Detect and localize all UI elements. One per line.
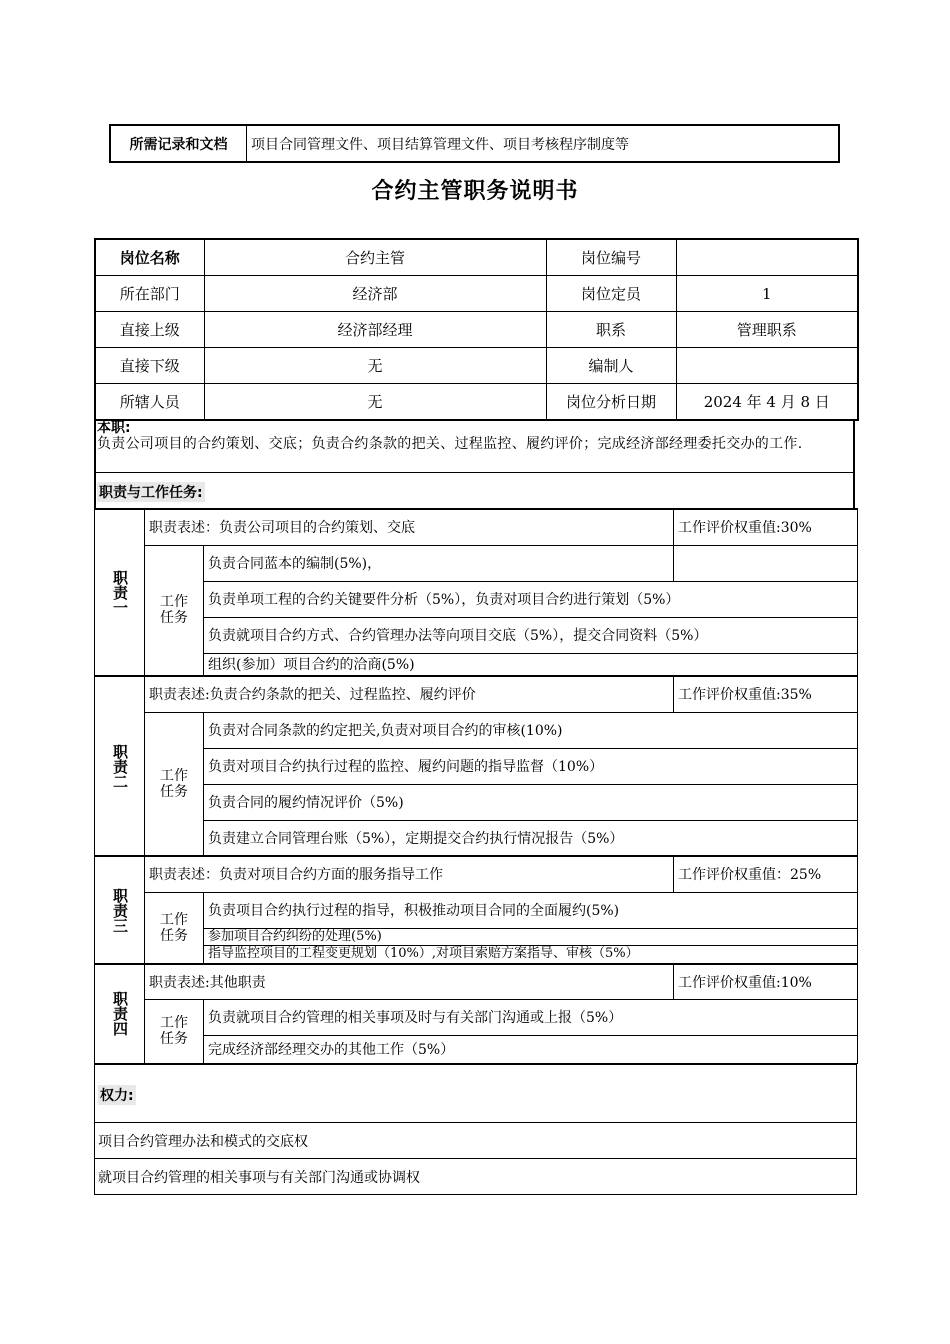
info-value [676, 348, 858, 384]
work-task-label: 工作任务 [145, 712, 204, 856]
duty-1-name: 职责一 [95, 509, 145, 676]
info-label: 岗位名称 [95, 239, 204, 276]
duty-1-task: 负责单项工程的合约关键要件分析（5%），负责对项目合约进行策划（5%） [204, 581, 858, 617]
power-item: 项目合约管理办法和模式的交底权 [95, 1123, 857, 1159]
info-value: 无 [204, 348, 546, 384]
info-label: 直接上级 [95, 312, 204, 348]
duty-1-desc: 职责表述：负责公司项目的合约策划、交底 [145, 509, 674, 545]
duty-3-task: 负责项目合约执行过程的指导，积极推动项目合同的全面履约(5%) [204, 892, 858, 928]
duty-2-weight: 工作评价权重值:35% [674, 676, 858, 712]
info-value [676, 239, 858, 276]
info-value: 合约主管 [204, 239, 546, 276]
work-task-label: 工作任务 [145, 545, 204, 676]
duty-1-task: 负责合同蓝本的编制(5%)， [204, 545, 674, 581]
records-label: 所需记录和文档 [110, 125, 247, 162]
info-label: 所在部门 [95, 276, 204, 312]
work-task-label: 工作任务 [145, 892, 204, 964]
duty-2-task: 负责建立合同管理台账（5%），定期提交合约执行情况报告（5%） [204, 820, 858, 856]
duty-3-name: 职责三 [95, 856, 145, 964]
duty-4-weight: 工作评价权重值:10% [674, 964, 858, 999]
duty-summary-label: 本职: [97, 420, 131, 436]
duty-summary [94, 419, 855, 473]
duty-4-desc: 职责表述:其他职责 [145, 964, 674, 999]
info-value: 经济部 [204, 276, 546, 312]
info-label: 岗位定员 [546, 276, 676, 312]
info-value: 2024 年 4 月 8 日 [676, 384, 858, 421]
powers-label: 权力: [98, 1085, 136, 1105]
info-label: 岗位分析日期 [546, 384, 676, 421]
info-value: 经济部经理 [204, 312, 546, 348]
info-value: 1 [676, 276, 858, 312]
info-value: 无 [204, 384, 546, 421]
page-title: 合约主管职务说明书 [371, 179, 579, 204]
duties-header [94, 472, 855, 509]
work-task-label: 工作任务 [145, 999, 204, 1063]
duty-4-task: 负责就项目合约管理的相关事项及时与有关部门沟通或上报（5%） [204, 999, 858, 1035]
duty-2-task: 负责合同的履约情况评价（5%) [204, 784, 858, 820]
duty-3-task: 参加项目合约纠纷的处理(5%) [204, 928, 858, 945]
info-value: 管理职系 [676, 312, 858, 348]
duty-1-task: 负责就项目合约方式、合约管理办法等向项目交底（5%），提交合同资料（5%） [204, 617, 858, 653]
duty-1-task: 组织(参加）项目合约的洽商(5%) [204, 653, 858, 676]
duty-2-desc: 职责表述:负责合约条款的把关、过程监控、履约评价 [145, 676, 674, 712]
duty-4-name: 职责四 [95, 964, 145, 1063]
job-info-table [94, 238, 859, 421]
duty-4-task: 完成经济部经理交办的其他工作（5%） [204, 1035, 858, 1063]
duties-label: 职责与工作任务: [97, 482, 205, 502]
duty-summary-text: 负责公司项目的合约策划、交底；负责合约条款的把关、过程监控、履约评价；完成经济部经理委托交办的工作. [97, 436, 803, 452]
duty-3-weight: 工作评价权重值：25% [674, 856, 858, 892]
info-label: 岗位编号 [546, 239, 676, 276]
power-item: 就项目合约管理的相关事项与有关部门沟通或协调权 [95, 1159, 857, 1195]
duty-3-desc: 职责表述：负责对项目合约方面的服务指导工作 [145, 856, 674, 892]
empty-cell [674, 545, 858, 581]
records-value: 项目合同管理文件、项目结算管理文件、项目考核程序制度等 [247, 125, 840, 162]
duty-1-weight: 工作评价权重值:30% [674, 509, 858, 545]
duty-2-task: 负责对合同条款的约定把关,负责对项目合约的审核(10%) [204, 712, 858, 748]
duty-2-name: 职责二 [95, 676, 145, 856]
powers-table [94, 1064, 857, 1195]
powers-header-cell [95, 1065, 857, 1123]
duty-3-task: 指导监控项目的工程变更规划（10%）,对项目索赔方案指导、审核（5%） [204, 945, 858, 964]
info-label: 职系 [546, 312, 676, 348]
records-table [109, 124, 840, 163]
duties-table [94, 508, 858, 1064]
duty-2-task: 负责对项目合约执行过程的监控、履约问题的指导监督（10%） [204, 748, 858, 784]
info-label: 编制人 [546, 348, 676, 384]
info-label: 所辖人员 [95, 384, 204, 421]
info-label: 直接下级 [95, 348, 204, 384]
